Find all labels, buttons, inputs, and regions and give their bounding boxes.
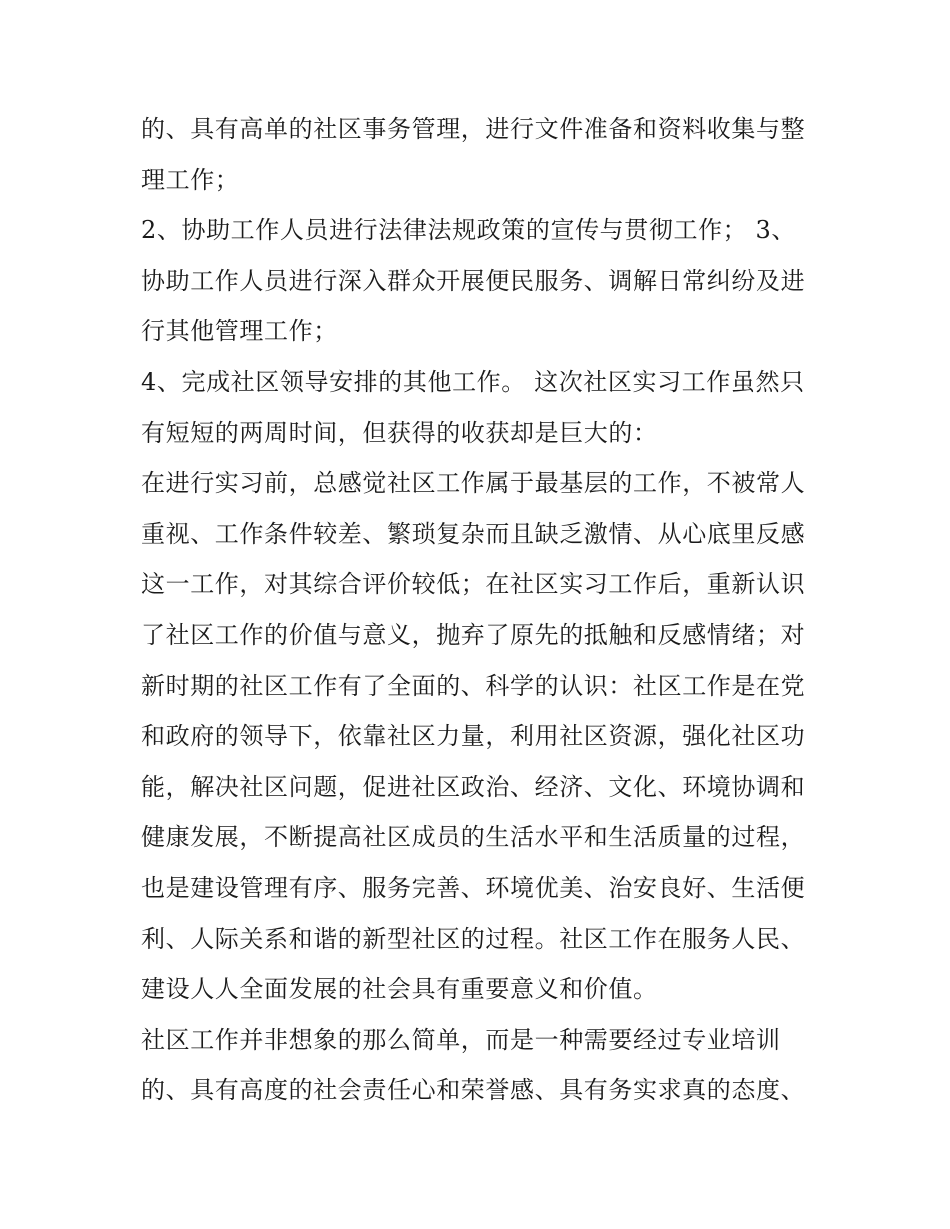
text-line: 2、协助工作人员进行法律法规政策的宣传与贯彻工作； 3、 (141, 216, 796, 245)
text-line: 协助工作人员进行深入群众开展便民服务、调解日常纠纷及进 (141, 266, 806, 295)
text-line: 利、人际关系和谐的新型社区的过程。社区工作在服务人民、 (141, 924, 806, 953)
text-line: 重视、工作条件较差、繁琐复杂而且缺乏激情、从心底里反感 (141, 519, 806, 548)
text-line: 了社区工作的价值与意义，抛弃了原先的抵触和反感情绪；对 (141, 620, 806, 649)
text-line: 的、具有高单的社区事务管理，进行文件准备和资料收集与整 (141, 115, 806, 143)
text-line: 4、完成社区领导安排的其他工作。 这次社区实习工作虽然只 (141, 367, 805, 396)
text-line: 在进行实习前，总感觉社区工作属于最基层的工作，不被常人 (141, 469, 806, 498)
text-line: 社区工作并非想象的那么简单，而是一种需要经过专业培训 (141, 1025, 781, 1054)
text-line: 能，解决社区问题，促进社区政治、经济、文化、环境协调和 (141, 772, 806, 801)
body-text (141, 104, 821, 1116)
text-line: 健康发展，不断提高社区成员的生活水平和生活质量的过程， (141, 823, 806, 852)
text-line: 有短短的两周时间，但获得的收获却是巨大的： (141, 418, 658, 447)
text-line: 建设人人全面发展的社会具有重要意义和价值。 (141, 975, 658, 1004)
text-line: 行其他管理工作； (141, 317, 338, 346)
text-line: 新时期的社区工作有了全面的、科学的认识：社区工作是在党 (141, 671, 806, 700)
text-line: 理工作； (141, 165, 240, 194)
text-line: 这一工作，对其综合评价较低；在社区实习工作后，重新认识 (141, 570, 806, 599)
text-line: 和政府的领导下，依靠社区力量，利用社区资源，强化社区功 (141, 722, 806, 751)
text-line: 也是建设管理有序、服务完善、环境优美、治安良好、生活便 (141, 873, 806, 902)
text-line: 的、具有高度的社会责任心和荣誉感、具有务实求真的态度、 (141, 1076, 806, 1105)
